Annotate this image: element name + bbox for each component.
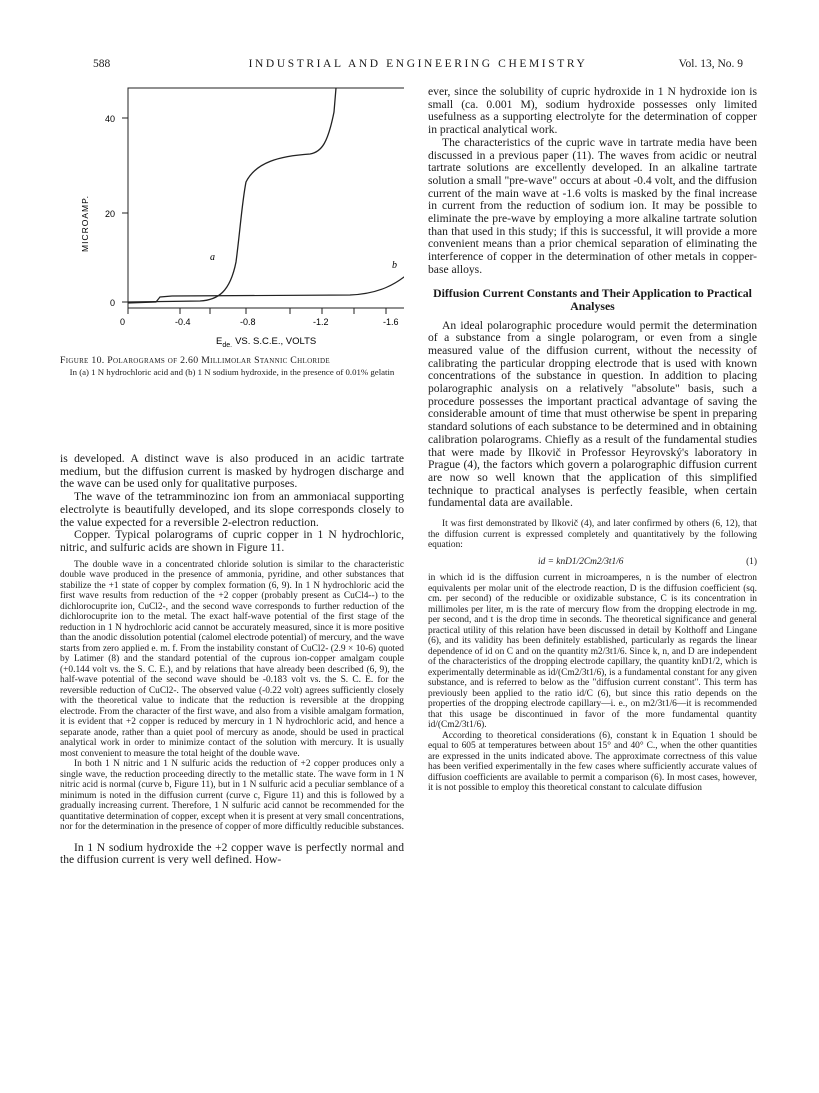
journal-title: INDUSTRIAL AND ENGINEERING CHEMISTRY: [248, 58, 588, 70]
left-paragraph-copper: Copper. Typical polarograms of cupric copper in 1 N hydrochloric, nitric, and sulfuric acids are shown in Figure 11.: [60, 528, 404, 554]
figure-caption: [60, 356, 404, 377]
y-tick-label-20: 20: [104, 209, 115, 219]
right-paragraph-4: It was first demonstrated by Ilkovič (4), and later confirmed by others (6, 12), that the diffusion current is expressed completely and quantitatively by the following equation:: [428, 519, 757, 551]
right-paragraph-2: The characteristics of the cupric wave in tartrate media have been discussed in a previous paper (11). The waves from acidic or neutral tartrate solutions are excellently developed. In an alkaline tartrate solution a small "pre-wave" occurs at about -0.4 volt, and the diffusion current of the main wave at -1.6 volts is masked by the final increase in current from the reduction of sodium ion. It may be possible to eliminate the pre-wave by employing a more alkaline tartrate solution than that used in this study; if this is successful, it will provide a more convenient means than a prior chemical separation of eliminating the interference of copper in the determination of other metals in copper-base alloys.: [428, 135, 757, 276]
equation-number: (1): [746, 556, 757, 567]
x-tick-label-0.8: -0.8: [240, 317, 256, 327]
left-paragraph-5: In both 1 N nitric and 1 N sulfuric acids the reduction of +2 copper produces only a single wave, the reduction proceeding directly to the metallic state. The wave form in 1 N nitric acid is normal (curve b, Figure 11), but in 1 N sulfuric acid a peculiar semblance of a minimum is noted in the diffusion current (curve c, Figure 11) and this is followed by a gradually increasing current. Therefore, 1 N sulfuric acid cannot be recommended for the quantitative determination of copper, except when it is present at very small concentrations, nor for the determination in the presence of copper of more difficultly reducible substances.: [60, 759, 404, 833]
right-paragraph-3: An ideal polarographic procedure would permit the determination of a substance from a single polarogram, or even from a single measured value of the diffusion current, without the necessity of calibrating the particular dropping electrode that is used with known concentrations of the substance in question. In addition to placing polarographic analysis on a relatively "absolute" basis, such a procedure possesses the important practical advantage of saving the considerable amount of time that must otherwise be spent in preparing standard solutions of each substance to be determined and in obtaining calibration polarograms. Chiefly as a result of the fundamental studies that were made by Ilkovič in Professor Heyrovský's laboratory in Prague (4), the factors which govern a polarographic diffusion current are now so well known that the application of this simplified technique to practical analyses is perfectly feasible, when certain fundamental data are available.: [428, 318, 757, 510]
left-paragraph-2: The wave of the tetramminozinc ion from an ammoniacal supporting electrolyte is beautifully developed, and its slope corresponds closely to the value expected for a reversible 2-electron reduction.: [60, 490, 404, 529]
x-tick-label-0.4: -0.4: [175, 317, 191, 327]
x-tick-label-0: 0: [120, 317, 126, 327]
right-paragraph-6: According to theoretical considerations (6), constant k in Equation 1 should be equal to 605 at temperatures between about 15° and 40° C., when the other quantities are expressed in the units indicated above. The approximate correctness of this value has been verified experimentally in the few cases where sufficiently accurate values of diffusion coefficients are available to permit a comparison (6). In most cases, however, it is not possible to employ this theoretical constant to calculate diffusion: [428, 730, 757, 794]
x-tick-label-1.2: -1.2: [313, 317, 329, 327]
equation-formula: id = knD1/2Cm2/3t1/6: [538, 556, 624, 567]
page-header: [93, 58, 743, 74]
volume-issue: Vol. 13, No. 9: [678, 58, 743, 70]
left-paragraph-4: The double wave in a concentrated chloride solution is similar to the characteristic double wave produced in the presence of ammonia, pyridine, and other substances that stabilize the +1 state of copper by complex formation (6, 9). In 1 N hydrochloric acid the first wave results from reduction of the +2 copper (probably present as CuCl4--) to the dichlorocuprite ion, CuCl2-, and the second wave corresponds to further reduction of the dichlorocuprite ion to the metal. The exact half-wave potential of the first stage of the reduction in 1 N hydrochloric acid cannot be accurately measured, since it is more positive than the anodic dissolution potential (calomel electrode potential) of mercury, and the wave starts from zero applied e. m. f. From the instability constant of CuCl2- (2.9 × 10-6) quoted by Latimer (8) and the standard potential of the cuprous ion-copper amalgam couple (+0.144 volt vs. the S. C. E.), and by relations that have already been described (6, 9), the half-wave potential of the second wave should be -0.183 volt vs. the S. C. E. for the reversible reduction of CuCl2-. The observed value (-0.22 volt) agrees sufficiently closely with the theoretical value to indicate that the reduction is reversible at the dropping electrode. From the character of the first wave, and also from a visible amalgam formation, it is evident that +2 copper is reduced by mercury in 1 N hydrochloric acid, and hence a separate anode, rather than a quiet pool of mercury as anode, should be used in practical analytical work in order to minimize contact of the solution with mercury. It is usually most convenient to measure the total height of the double wave.: [60, 559, 404, 759]
caption-subtitle: In (a) 1 N hydrochloric acid and (b) 1 N sodium hydroxide, in the presence of 0.01% gelatin: [69, 366, 395, 377]
caption-title: Figure 10. Polarograms of 2.60 Millimolar Stannic Chloride: [60, 355, 330, 366]
curve-b-label: b: [392, 260, 397, 271]
x-tick-label-1.6: -1.6: [383, 317, 399, 327]
x-axis-label: $E_{de.}$ VS. S.C.E., VOLTS: [216, 336, 317, 349]
y-tick-label-0: 0: [109, 298, 115, 308]
right-column: [428, 86, 757, 794]
right-paragraph-5: in which id is the diffusion current in microamperes, n is the number of electron equivalents per molar unit of the electrode reaction, D is the diffusion coefficient (sq. cm. per second) of the reducible or oxidizable substance, C is its concentration in millimoles per liter, m is the rate of mercury flow from the dropping electrode in mg. per second, and t is the drop time in seconds. The theoretical significance and general practical utility of this relation have been discussed in detail by Kolthoff and Lingane (6), and its validity has been definitely established, particularly as regards the linear dependence of id on C and on the quantity m2/3t1/6. Since k, n, and D are independent of the characteristics of the dropping electrode capillary, the quantity knD1/2, which is experimentally determinable as id/(Cm2/3t1/6), is a fundamental constant for any given substance, and is referred to below as the "diffusion current constant". This term has previously been applied to the ratio id/C (6), but since this ratio depends on the properties of the dropping electrode capillary—i. e., on m2/3t1/6—it is recommended that this usage be discontinued in favor of the more fundamental quantity id/(Cm2/3t1/6).: [428, 573, 757, 731]
polarogram-plot: [60, 82, 404, 372]
section-heading: Diffusion Current Constants and Their Application to Practical Analyses: [433, 285, 752, 314]
curve-a-label: a: [210, 252, 215, 263]
curve-a: [128, 88, 336, 302]
plot-frame: [128, 88, 404, 308]
right-paragraph-1: ever, since the solubility of cupric hydroxide in 1 N hydroxide ion is small (ca. 0.001 M), sodium hydroxide possesses only limited usefulness as a supporting electrolyte for the determination of copper in practical analytical work.: [428, 85, 757, 137]
left-column: [60, 453, 404, 867]
left-paragraph-6: In 1 N sodium hydroxide the +2 copper wave is perfectly normal and the diffusion current is very well defined. How-: [60, 840, 404, 867]
left-paragraph-1: is developed. A distinct wave is also produced in an acidic tartrate medium, but the diffusion current is masked by hydrogen discharge and the wave can be used only for qualitative purposes.: [60, 452, 404, 491]
y-axis-label: MICROAMP.: [80, 194, 90, 252]
page-number: 588: [93, 58, 111, 70]
equation-1: [428, 557, 757, 568]
y-tick-label-40: 40: [104, 114, 115, 124]
curve-b: [128, 88, 404, 303]
